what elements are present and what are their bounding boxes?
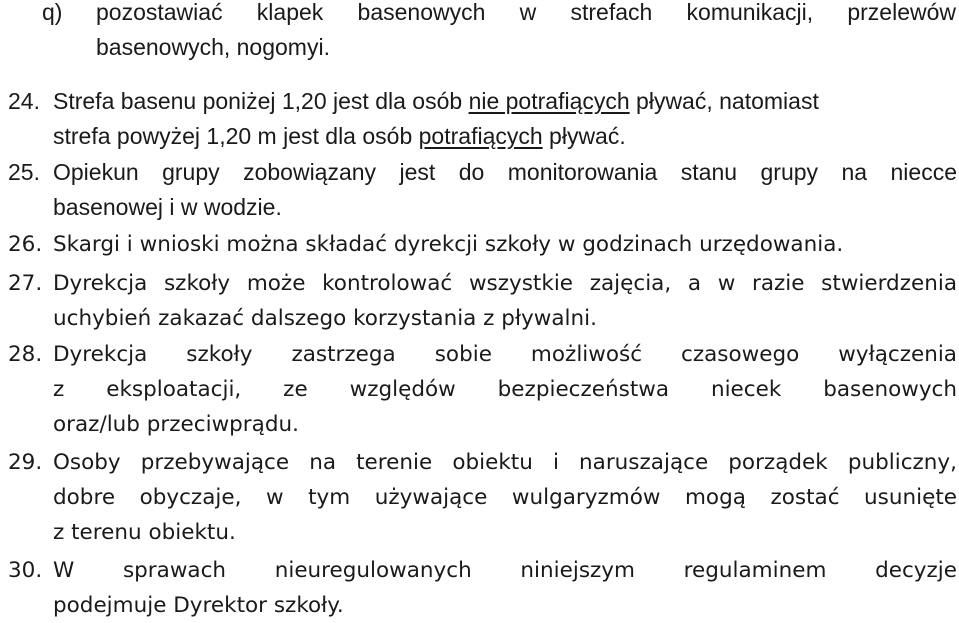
text-line: Opiekun grupy zobowiązany jest do monitorowania stanu grupy na niecce: [53, 159, 957, 185]
text-segment: pływać.: [542, 123, 626, 149]
text-line: Dyrekcja szkoły może kontrolować wszystkie zajęcia, a w razie stwierdzenia: [53, 271, 957, 296]
item-text: [96, 0, 956, 65]
text-segment: Strefa basenu poniżej 1,20 jest dla osób: [53, 88, 469, 114]
item-number: 28.: [8, 342, 43, 367]
text-segment: pływać, natomiast: [629, 88, 819, 114]
text-line: dobre obyczaje, w tym używające wulgaryzmów mogą zostać usunięte: [53, 485, 957, 510]
text-line: podejmuje Dyrektor szkoły.: [53, 593, 344, 618]
item-number: q): [42, 0, 63, 25]
item-text: [53, 227, 957, 262]
text-line: Skargi i wnioski można składać dyrekcji szkoły w godzinach urzędowania.: [53, 232, 844, 257]
item-text: [53, 84, 957, 154]
text-line: [53, 84, 957, 119]
underlined-text: nie potrafiących: [468, 88, 630, 114]
text-segment: strefa powyżej 1,20 m jest dla osób: [53, 123, 419, 149]
underlined-text: potrafiących: [418, 123, 543, 149]
text-line: z terenu obiektu.: [53, 520, 236, 545]
item-text: [53, 445, 957, 550]
item-number: 27.: [8, 271, 43, 296]
item-number: 26.: [8, 232, 43, 257]
item-number: 29.: [8, 450, 43, 475]
text-line: oraz/lub przeciwprądu.: [53, 412, 299, 437]
item-number: 30.: [8, 558, 43, 583]
item-text: [53, 337, 957, 442]
text-line: Osoby przebywające na terenie obiektu i naruszające porządek publiczny,: [53, 450, 957, 475]
item-text: [53, 155, 957, 225]
text-line: pozostawiać klapek basenowych w strefach komunikacji, przelewów: [96, 0, 956, 25]
item-text: [53, 266, 957, 336]
text-line: Dyrekcja szkoły zastrzega sobie możliwość czasowego wyłączenia: [53, 342, 957, 367]
item-text: [53, 553, 957, 623]
text-line: W sprawach nieuregulowanych niniejszym regulaminem decyzje: [53, 558, 957, 583]
text-line: [53, 119, 957, 154]
text-line: z eksploatacji, ze względów bezpieczeństwa niecek basenowych: [53, 377, 957, 402]
text-line: uchybień zakazać dalszego korzystania z pływalni.: [53, 306, 597, 331]
text-line: basenowych, nogomyi.: [96, 34, 330, 60]
text-line: basenowej i w wodzie.: [53, 194, 282, 220]
item-number: 25.: [8, 159, 40, 185]
item-number: 24.: [8, 88, 40, 114]
